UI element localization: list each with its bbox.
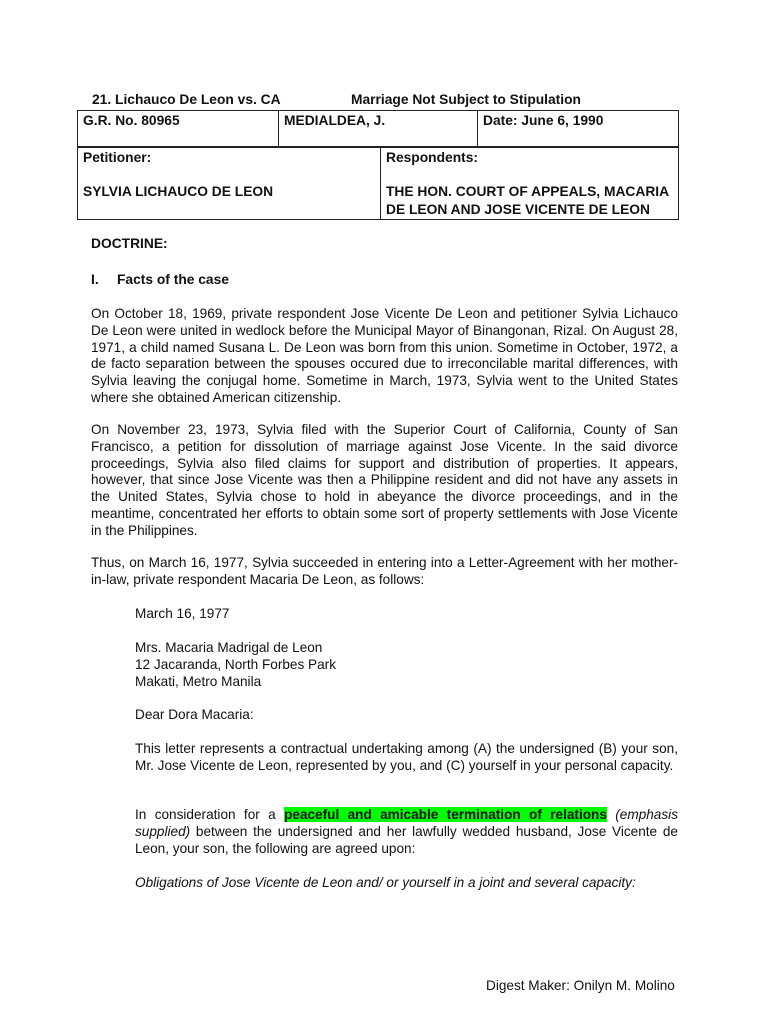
letter-address [135,640,336,690]
petitioner-cell [78,147,381,220]
letter-date: March 16, 1977 [135,606,230,621]
respondents-cell [381,147,679,220]
petitioner-name: SYLVIA LICHAUCO DE LEON [83,184,274,199]
address-line-1: 12 Jacaranda, North Forbes Park [135,656,336,672]
case-title: 21. Lichauco De Leon vs. CA [92,92,281,107]
emphasis-note: (emphasis supplied) [135,807,678,839]
p2-after: between the undersigned and her lawfully wedded husband, Jose Vicente de Leon, your son, the following are agreed upon: [135,823,678,856]
highlighted-phrase: peaceful and amicable termination of relations [284,807,607,822]
addressee-name: Mrs. Macaria Madrigal de Leon [135,640,323,655]
facts-paragraph-2: On November 23, 1973, Sylvia filed with the Superior Court of California, County of San Francisco, a petition for dissolution of marriage against Jose Vicente. In the said divorce proceedings, Sylvia also filed claims for support and distribution of properties. It appears, however, that since Jose Vicente was then a Philippine resident and did not have any assets in the United States, Sylvia chose to hold in abeyance the divorce proceedings, and in the meantime, concentrated her efforts to obtain some sort of property settlements with Jose Vicente in the Philippines. [91,422,678,538]
letter-paragraph-2 [135,807,678,857]
respondents-label: Respondents: [386,150,478,165]
section-heading [91,272,229,287]
gr-number: G.R. No. 80965 [78,111,279,148]
ponente: MEDIALDEA, J. [279,111,478,148]
parties-table [77,146,679,220]
section-number: I. [91,272,99,287]
section-title: Facts of the case [117,272,229,287]
doctrine-heading: DOCTRINE: [91,236,168,251]
address-line-2: Makati, Metro Manila [135,673,262,689]
obligations-heading: Obligations of Jose Vicente de Leon and/ or yourself in a joint and several capacity: [135,875,636,890]
case-info-table [77,110,679,148]
p2-before: In consideration for a [135,807,285,822]
respondents-names: THE HON. COURT OF APPEALS, MACARIA DE LEON AND JOSE VICENTE DE LEON [386,184,669,217]
facts-paragraph-1: On October 18, 1969, private respondent Jose Vicente De Leon and petitioner Sylvia Lichauco De Leon were united in wedlock before the Municipal Mayor of Binangonan, Rizal. On August 28, 1971, a child named Susana L. De Leon was born from this union. Sometime in October, 1972, a de facto separation between the spouses occured due to irreconcilable marital differences, with Sylvia leaving the conjugal home. Sometime in March, 1973, Sylvia went to the United States where she obtained American citizenship. [91,306,678,405]
facts-paragraph-3: Thus, on March 16, 1977, Sylvia succeeded in entering into a Letter-Agreement with her mother-in-law, private respondent Macaria De Leon, as follows: [91,555,678,587]
decision-date: Date: June 6, 1990 [478,111,679,148]
letter-paragraph-1: This letter represents a contractual undertaking among (A) the undersigned (B) your son, Mr. Jose Vicente de Leon, represented by you, and (C) yourself in your personal capacity. [135,741,678,773]
case-subtitle: Marriage Not Subject to Stipulation [351,92,581,107]
letter-salutation: Dear Dora Macaria: [135,707,254,722]
petitioner-label: Petitioner: [83,150,152,165]
digest-maker: Digest Maker: Onilyn M. Molino [486,978,675,993]
